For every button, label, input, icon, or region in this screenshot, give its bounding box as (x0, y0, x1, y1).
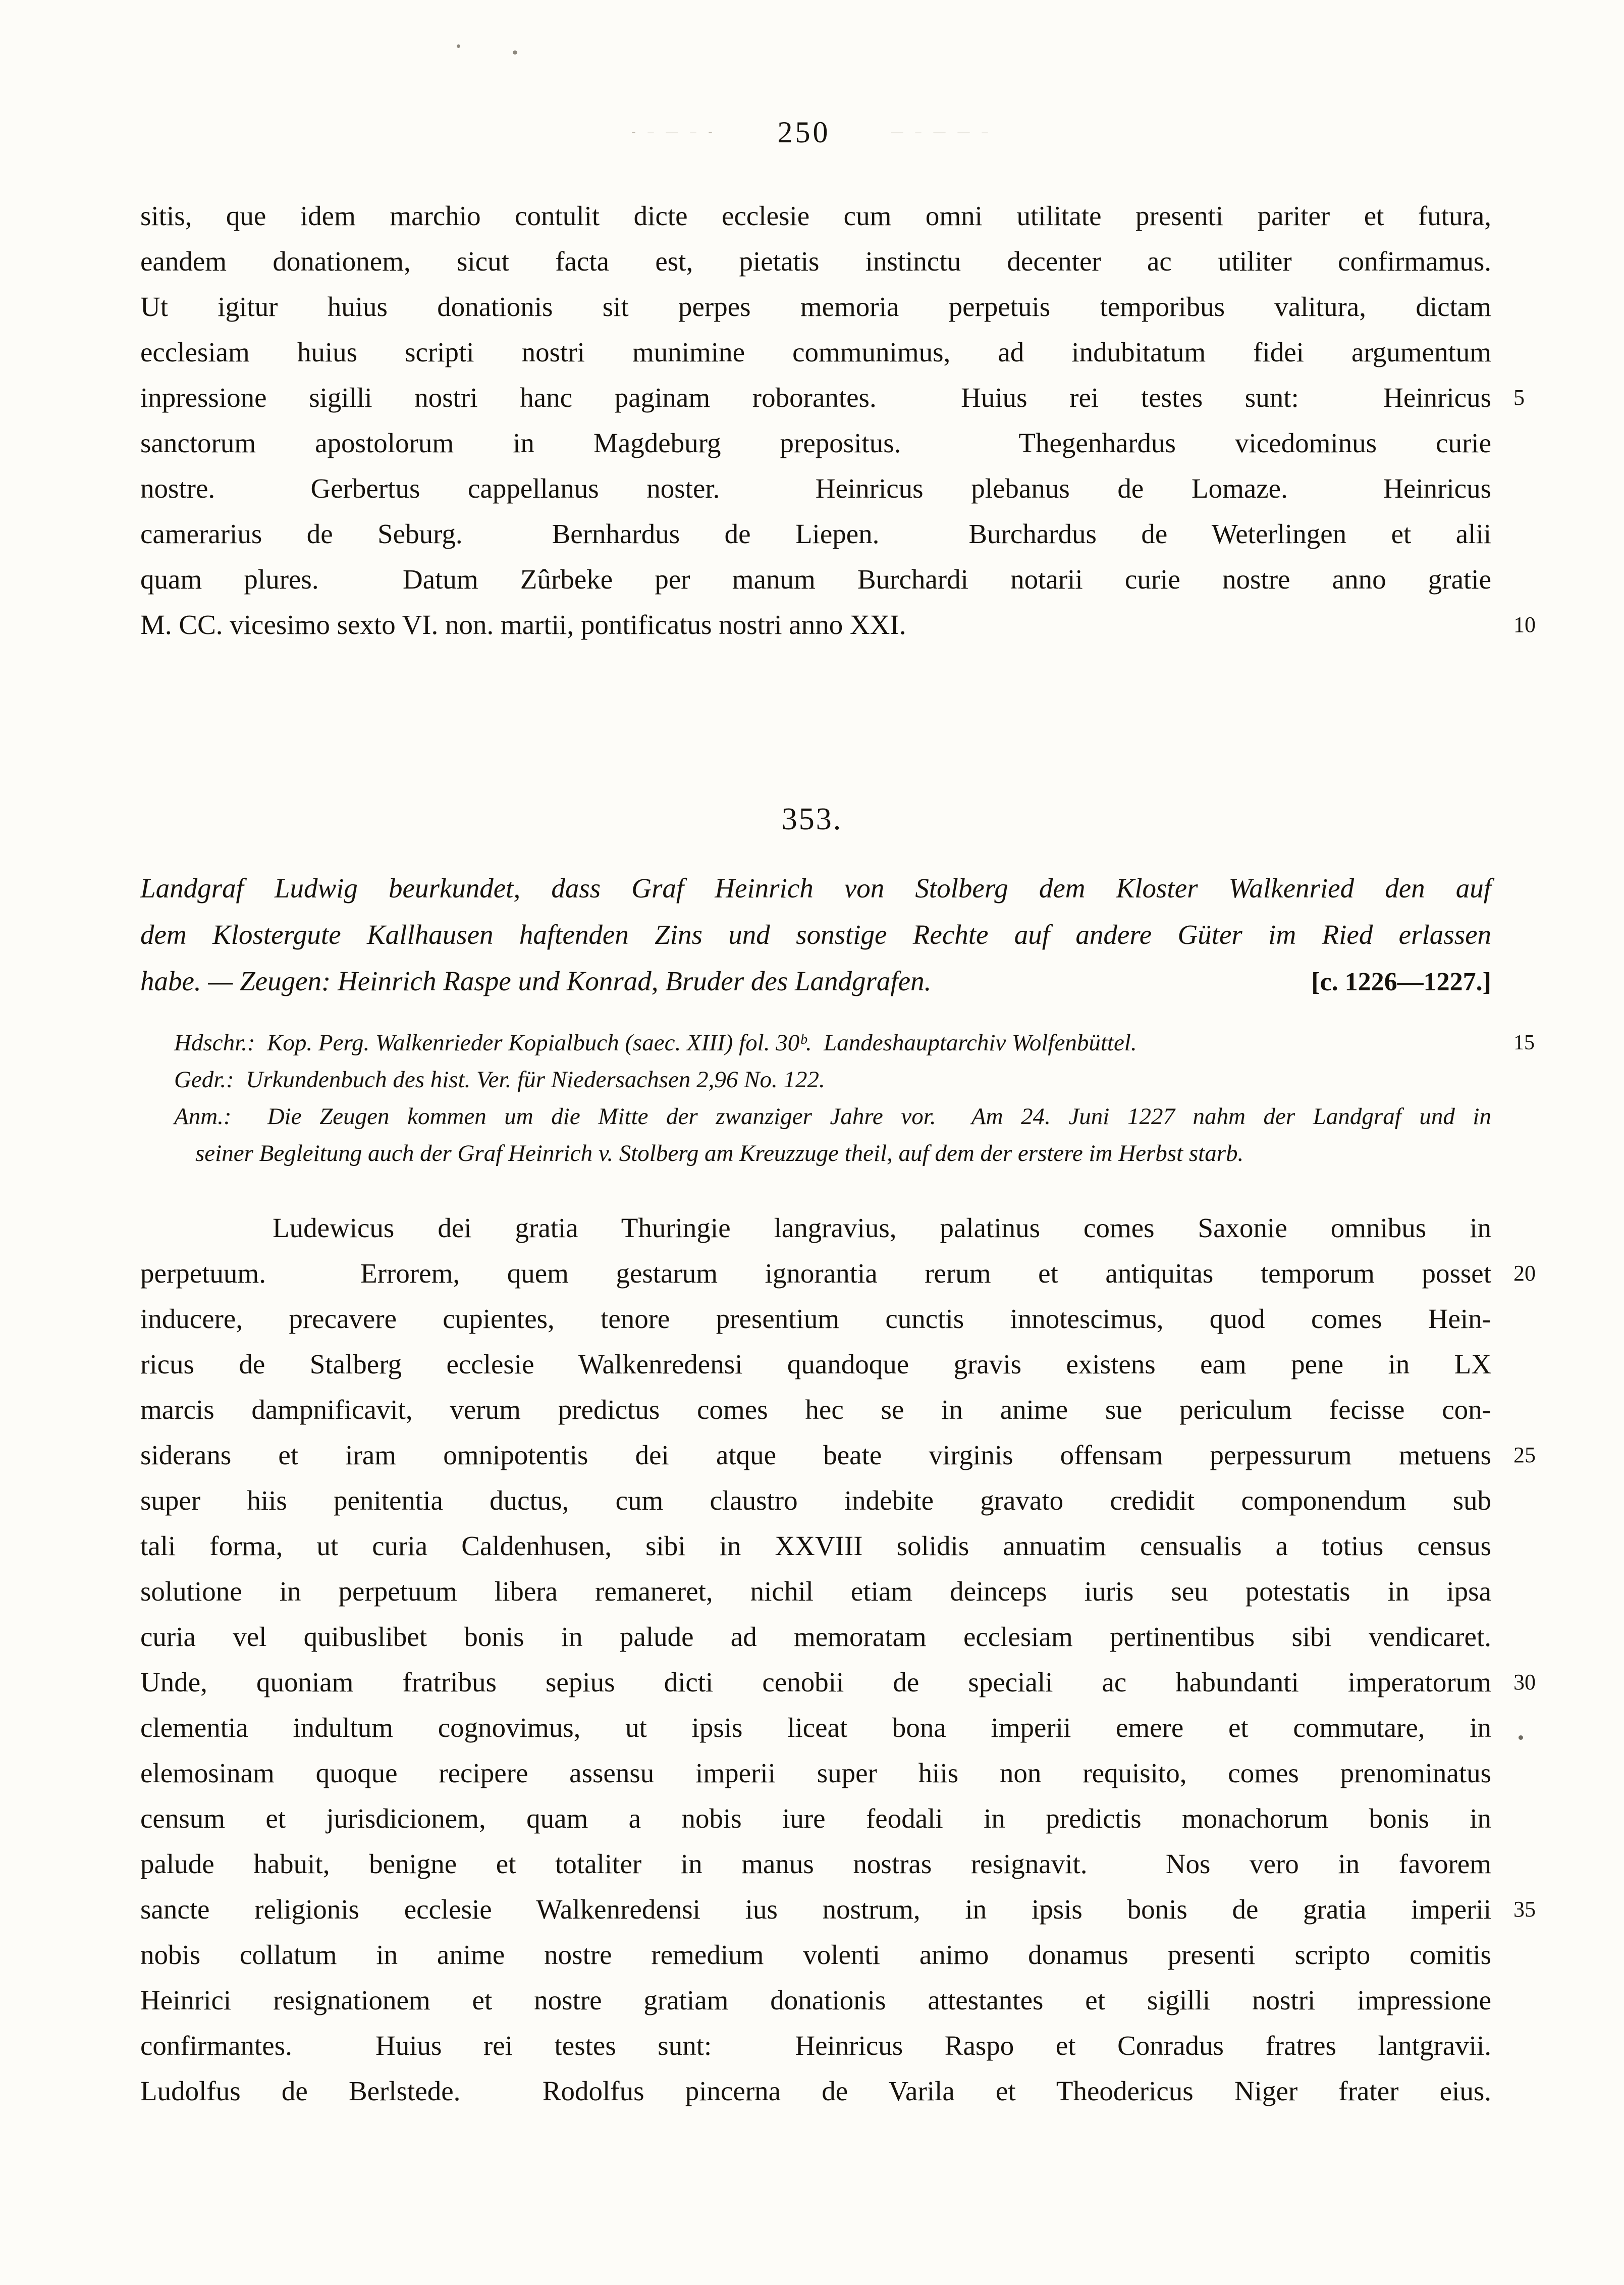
margin-line-number-35: 35 (1513, 1897, 1536, 1922)
text-line: nobis collatum in anime nostre remedium volenti animo donamus presenti scripto comitis (140, 1939, 1491, 1970)
text-line: nostre. Gerbertus cappellanus noster. Heinricus plebanus de Lomaze. Heinricus (140, 473, 1491, 504)
charter-regest (140, 865, 1491, 1005)
text-line: tali forma, ut curia Caldenhusen, sibi in XXVIII solidis annuatim censualis a totius census (140, 1530, 1491, 1561)
previous-charter-text (140, 193, 1536, 648)
margin-line-number-25: 25 (1513, 1443, 1536, 1467)
text-line: camerarius de Seburg. Bernhardus de Liepen. Burchardus de Weterlingen et alii (140, 518, 1491, 549)
text-line: Unde, quoniam fratribus sepius dicti cenobii de speciali ac habundanti imperatorum (140, 1667, 1491, 1697)
page-number: 250 (777, 116, 831, 149)
text-line: marcis dampnificavit, verum predictus comes hec se in anime sue periculum fecisse con- (140, 1394, 1491, 1425)
text-line: eandem donationem, sicut facta est, pietatis instinctu decenter ac utiliter confirmamus. (140, 246, 1491, 277)
text-line: elemosinam quoque recipere assensu imperii super hiis non requisito, comes prenominatus (140, 1758, 1491, 1788)
text-line: censum et jurisdicionem, quam a nobis iure feodali in predictis monachorum bonis in (140, 1803, 1491, 1834)
note-anm-line2: seiner Begleitung auch der Graf Heinrich v. Stolberg am Kreuzzuge theil, auf dem der erstere im Herbst starb. (195, 1140, 1244, 1166)
text-line: palude habuit, benigne et totaliter in manus nostras resignavit. Nos vero in favorem (140, 1848, 1491, 1879)
text-line: sitis, que idem marchio contulit dicte ecclesie cum omni utilitate presenti pariter et futura, (140, 200, 1491, 231)
text-line: ecclesiam huius scripti nostri munimine communimus, ad indubitatum fidei argumentum (140, 337, 1491, 367)
text-line: Ludolfus de Berlstede. Rodolfus pincerna de Varila et Theodericus Niger frater eius. (140, 2076, 1491, 2106)
text-line: sanctorum apostolorum in Magdeburg prepositus. Thegenhardus vicedominus curie (140, 428, 1491, 458)
text-line: M. CC. vicesimo sexto VI. non. martii, pontificatus nostri anno XXI. (140, 609, 906, 640)
text-line: siderans et iram omnipotentis dei atque beate virginis offensam perpessurum metuens (140, 1440, 1491, 1470)
text-line: inducere, precavere cupientes, tenore presentium cunctis innotescimus, quod comes Hein- (140, 1303, 1491, 1334)
charter-text-lines (140, 1205, 1491, 2114)
margin-line-number-30: 30 (1513, 1670, 1536, 1694)
text-line: ricus de Stalberg ecclesie Walkenredensi quandoque gravis existens eam pene in LX (140, 1349, 1491, 1379)
margin-line-number-20: 20 (1513, 1261, 1536, 1286)
text-line: perpetuum. Errorem, quem gestarum ignorantia rerum et antiquitas temporum posset (140, 1258, 1491, 1289)
text-line: sancte religionis ecclesie Walkenredensi ius nostrum, in ipsis bonis de gratia imperii (140, 1894, 1491, 1925)
charter-number-heading: 353. (781, 802, 843, 836)
text-line: confirmantes. Huius rei testes sunt: Heinricus Raspo et Conradus fratres lantgravii. (140, 2030, 1491, 2061)
margin-line-number-10: 10 (1513, 612, 1536, 637)
text-line: curia vel quibuslibet bonis in palude ad memoratam ecclesiam pertinentibus sibi vendicaret. (140, 1621, 1491, 1652)
text-line: Ludewicus dei gratia Thuringie langravius, palatinus comes Saxonie omnibus in (273, 1212, 1491, 1243)
note-anm-line1: Anm.: Die Zeugen kommen um die Mitte der zwanziger Jahre vor. Am 24. Juni 1227 nahm der Landgraf und in (174, 1103, 1491, 1130)
scan-speck (1519, 1735, 1523, 1740)
source-notes (174, 1025, 1535, 1172)
text-line: Landgraf Ludwig beurkundet, dass Graf Heinrich von Stolberg dem Kloster Walkenried den auf (140, 873, 1491, 904)
text-line: inpressione sigilli nostri hanc paginam roborantes. Huius rei testes sunt: Heinricus (140, 382, 1491, 413)
text-line: quam plures. Datum Zûrbeke per manum Burchardi notarii curie nostre anno gratie (140, 564, 1491, 595)
text-line: Heinrici resignationem et nostre gratiam donationis attestantes et sigilli nostri impressione (140, 1985, 1491, 2015)
note-gedr: Gedr.: Urkundenbuch des hist. Ver. für Niedersachsen 2,96 No. 122. (174, 1067, 825, 1093)
scan-speck (513, 50, 517, 55)
text-line: dem Klostergute Kallhausen haftenden Zins und sonstige Rechte auf andere Güter im Ried erlassen (140, 919, 1491, 950)
regest-last-row (140, 958, 1491, 1005)
regest-date: [c. 1226—1227.] (1311, 968, 1491, 996)
text-line: clementia indultum cognovimus, ut ipsis liceat bona imperii emere et commutare, in (140, 1712, 1491, 1743)
text-line: super hiis penitentia ductus, cum claustro indebite gravato credidit componendum sub (140, 1485, 1491, 1516)
regest-last-line: habe. — Zeugen: Heinrich Raspe und Konrad, Bruder des Landgrafen. (140, 966, 932, 996)
text-line: solutione in perpetuum libera remaneret, nichil etiam deinceps iuris seu potestatis in ipsa (140, 1576, 1491, 1607)
previous-charter-lines (140, 193, 1491, 648)
margin-line-number-5: 5 (1513, 385, 1525, 410)
regest-lines (140, 865, 1491, 958)
scan-dash-left: - – — – - (631, 126, 717, 139)
charter-text (140, 1205, 1536, 2114)
note-hdschr: Hdschr.: Kop. Perg. Walkenrieder Kopialbuch (saec. XIII) fol. 30ᵇ. Landeshauptarchiv Wolfenbüttel. (174, 1030, 1137, 1056)
margin-line-number-15: 15 (1513, 1031, 1535, 1054)
scan-dash-right: — – — — – (891, 126, 993, 139)
page-header (0, 115, 1624, 150)
text-line: Ut igitur huius donationis sit perpes memoria perpetuis temporibus valitura, dictam (140, 291, 1491, 322)
scan-speck (457, 44, 460, 48)
